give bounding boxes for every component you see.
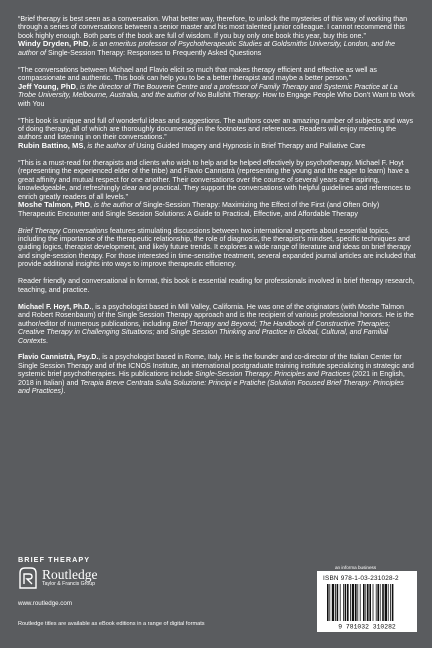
barcode-bar bbox=[332, 584, 334, 621]
barcode-bar bbox=[343, 584, 344, 621]
author-name: Michael F. Hoyt, Ph.D. bbox=[18, 302, 92, 311]
endorser-role: is the author of bbox=[93, 201, 141, 210]
description-text: features stimulating discussions between two international experts about essential topics, including the importance of the therapeutic relationship, the role of diagnosis, the therapist’s mindset, specific techniques and guiding logics, therapist development, and likely future trends. It explores a wide range of literature and ideas on brief therapy and single-session therapy. For those interested in time-sensitive treatment, several expanded journal articles are included that provide additional insights into ways to improve therapeutic efficiency. bbox=[18, 226, 416, 269]
barcode-bar bbox=[380, 584, 381, 621]
endorsement-quote: “This book is unique and full of wonderful ideas and suggestions. The authors cover an amazing number of subjects and ways of doing therapy, all of which are thoroughly documented in the footnotes and references. Readers will enjoy meeting the authors and listening in on their conversations.” bbox=[18, 116, 413, 142]
endorser-book: Single-Session Therapy: Responses to Frequently Asked Questions bbox=[48, 48, 262, 57]
book-description-2 bbox=[18, 277, 416, 294]
bio-text: and bbox=[154, 328, 171, 337]
bio-text: . bbox=[46, 336, 48, 345]
description-text-2: Reader friendly and conversational in format, this book is essential reading for professionals involved in brief therapy research, teaching, and practice. bbox=[18, 277, 415, 294]
barcode-bar bbox=[365, 584, 366, 621]
bio-text: (2021 in English, 2018 in Italian) and bbox=[18, 370, 405, 387]
author-bio bbox=[18, 303, 416, 345]
barcode-bar bbox=[363, 584, 365, 621]
barcode-bar bbox=[369, 584, 371, 621]
publisher-name: Routledge bbox=[42, 567, 98, 582]
endorser-name: Rubin Battino, MS bbox=[18, 140, 84, 150]
endorsement: “This book is unique and full of wonderful ideas and suggestions. The authors cover an amazing number of subjects and ways of doing therapy, all of which are thoroughly documented in the footnotes and references. Readers will enjoy meeting the authors and listening in on their conversations.” Rubin Battino, MS, is the author of Using Guided Imagery and Hypnosis in Brief Therapy and Palliative Care bbox=[18, 116, 413, 150]
barcode-bar bbox=[373, 584, 374, 621]
barcode-bar bbox=[350, 584, 351, 621]
author-bio bbox=[18, 353, 416, 395]
endorsement: “Brief therapy is best seen as a conversation. What better way, therefore, to unlock the mysteries of this way of working than through a series of conversations between a senior master and his most talented junior colleague. I cannot recommend this book highly enough. Both parts of the book are full of wisdom. If you buy only one book this year, buy this one.” Windy Dryden, PhD, is an emeritus professor of Psychotherapeutic Studies at Goldsmiths University, London, and the author of Single-Session Therapy: Responses to Frequently Asked Questions bbox=[18, 15, 408, 57]
author-name: Flavio Cannistrà, Psy.D. bbox=[18, 353, 99, 362]
barcode-bar bbox=[355, 584, 357, 621]
barcode-digits: 9 781032 310282 bbox=[338, 623, 396, 630]
endorser-book: Using Guided Imagery and Hypnosis in Brief Therapy and Palliative Care bbox=[136, 141, 366, 150]
publisher-url: www.routledge.com bbox=[18, 600, 72, 607]
routledge-logo-icon bbox=[18, 567, 38, 589]
barcode-bar bbox=[390, 584, 391, 621]
publisher-subtitle: Taylor & Francis Group bbox=[42, 581, 96, 587]
barcode-panel bbox=[317, 571, 417, 632]
ebook-note: Routledge titles are available as eBook editions in a range of digital formats bbox=[18, 621, 205, 627]
series-name: BRIEF THERAPY bbox=[18, 555, 91, 564]
book-title: Brief Therapy Conversations bbox=[18, 226, 108, 235]
endorsement-quote: “The conversations between Michael and Flavio elicit so much that makes therapy efficient and effective as well as compassionate and authentic. This book can help you to be a better therapist and maybe a better person.” bbox=[18, 65, 377, 83]
barcode-bar bbox=[347, 584, 349, 621]
endorser-role: is the director of The Bouverie Centre and a professor of Family Therapy and Systemic Practice at La Trobe University, Melbourne, Australia, and the author of bbox=[18, 82, 398, 100]
barcode-bar bbox=[392, 584, 394, 621]
endorsement: “This is a must-read for therapists and clients who wish to help and be helped effectively by psychotherapy. Michael F. Hoyt (representing the experienced elder of the tribe) and Flavio Cannistrà (representing the young and the eager to learn) have a great affinity and mutual respect for one another. Their conversations over the course of several years are inspiring, knowledgeable, and refreshingly clear and practical. They support the conversations with helpful guidelines and references to enrich greatly readers of all levels.” Moshe Talmon, PhD, is the author of Single-Session Therapy: Maximizing the Effect of the First (and Often Only) Therapeutic Encounter and Single Session Solutions: A Guide to Practical, Effective, and Affordable Therapy bbox=[18, 158, 411, 218]
back-cover-text bbox=[18, 15, 416, 404]
bio-text: , is a psychologist based in Mill Valley, California. He was one of the originators (with Moshe Talmon and Robert Rosenbaum) of the Single Session Therapy approach and is the recipient of various professional honors. He is the author/editor of numerous publications, including bbox=[18, 302, 414, 328]
barcode-bar bbox=[388, 584, 389, 621]
endorsement-quote: “This is a must-read for therapists and clients who wish to help and be helped effectively by psychotherapy. Michael F. Hoyt (representing the experienced elder of the tribe) and Flavio Cannistrà (representing the young and the eager to learn) have a great affinity and mutual respect for one another. Their conversations over the course of several years are inspiring, knowledgeable, and refreshingly clear and practical. They support the conversations with helpful guidelines and references to enrich greatly readers of all levels.” bbox=[18, 158, 411, 201]
barcode-icon bbox=[321, 584, 413, 630]
bio-books: Single Session Thinking and Practice in Global, Cultural, and Familial Contexts bbox=[18, 328, 388, 345]
barcode-bar bbox=[357, 584, 358, 621]
informa-tagline: an informa business bbox=[335, 565, 377, 570]
barcode-bar bbox=[367, 584, 369, 621]
barcode-bar bbox=[382, 584, 384, 621]
bio-text: , is a psychologist based in Rome, Italy. He is the founder and co-director of the Italian Center for Single Session Therapy and of the ICNOS Institute, an international postgraduate training institute specializing in strategic and systemic brief psychotherapies. His publications include bbox=[18, 353, 414, 379]
endorser-role: is the author of bbox=[87, 141, 135, 150]
endorser-role: is an emeritus professor of Psychotherapeutic Studies at Goldsmiths University, London, and the author of bbox=[18, 40, 396, 57]
bio-books: Brief Therapy and Beyond; The Handbook of Constructive Therapies; Creative Therapy in Challenging Situations; bbox=[18, 319, 391, 337]
book-description bbox=[18, 227, 416, 269]
barcode-bar bbox=[340, 584, 341, 621]
barcode-bar bbox=[337, 584, 339, 621]
endorsement-quote: “Brief therapy is best seen as a conversation. What better way, therefore, to unlock the mysteries of this way of working than through a series of conversations between a senior master and his most talented junior colleague. I cannot recommend this book highly enough. Both parts of the book are full of wisdom. If you buy only one book this year, buy this one.” bbox=[18, 15, 408, 40]
endorser-name: Moshe Talmon, PhD bbox=[18, 200, 91, 210]
publisher-logo bbox=[18, 567, 98, 589]
barcode-bar bbox=[345, 584, 347, 621]
barcode-bar bbox=[327, 584, 329, 621]
barcode-bar bbox=[335, 584, 336, 621]
bio-text: . bbox=[63, 387, 66, 396]
bio-books: Single-Session Therapy: Principles and Practices bbox=[195, 370, 351, 379]
endorser-book: No Bullshit Therapy: How to Engage People Who Don’t Want to Work with You bbox=[18, 91, 415, 108]
barcode-bar bbox=[329, 584, 330, 621]
barcode-bar bbox=[376, 584, 377, 621]
barcode-bar bbox=[385, 584, 387, 621]
endorser-name: Jeff Young, PhD bbox=[18, 81, 76, 91]
endorser-name: Windy Dryden, PhD bbox=[18, 39, 89, 49]
barcode-bar bbox=[377, 584, 379, 621]
endorsement: “The conversations between Michael and Flavio elicit so much that makes therapy efficient and effective as well as compassionate and authentic. This book can help you to be a better therapist and maybe a better person.” Jeff Young, PhD, is the director of The Bouverie Centre and a professor of Family Therapy and Systemic Practice at La Trobe University, Melbourne, Australia, and the author of No Bullshit Therapy: How to Engage People Who Don’t Want to Work with You bbox=[18, 65, 415, 108]
barcode-bar bbox=[360, 584, 361, 621]
bio-books: Terapia Breve Centrata Sulla Soluzione: Principi e Pratiche (Solution Focused Brief Therapy: Principles and Practices) bbox=[18, 378, 404, 396]
barcode-bar bbox=[352, 584, 354, 621]
isbn-text: ISBN 978-1-03-231028-2 bbox=[323, 575, 399, 582]
endorser-book: Single-Session Therapy: Maximizing the Effect of the First (and Often Only) Therapeutic Encounter and Single Session Solutions: A Guide to Practical, Effective, and Affordable Therapy bbox=[18, 201, 380, 218]
